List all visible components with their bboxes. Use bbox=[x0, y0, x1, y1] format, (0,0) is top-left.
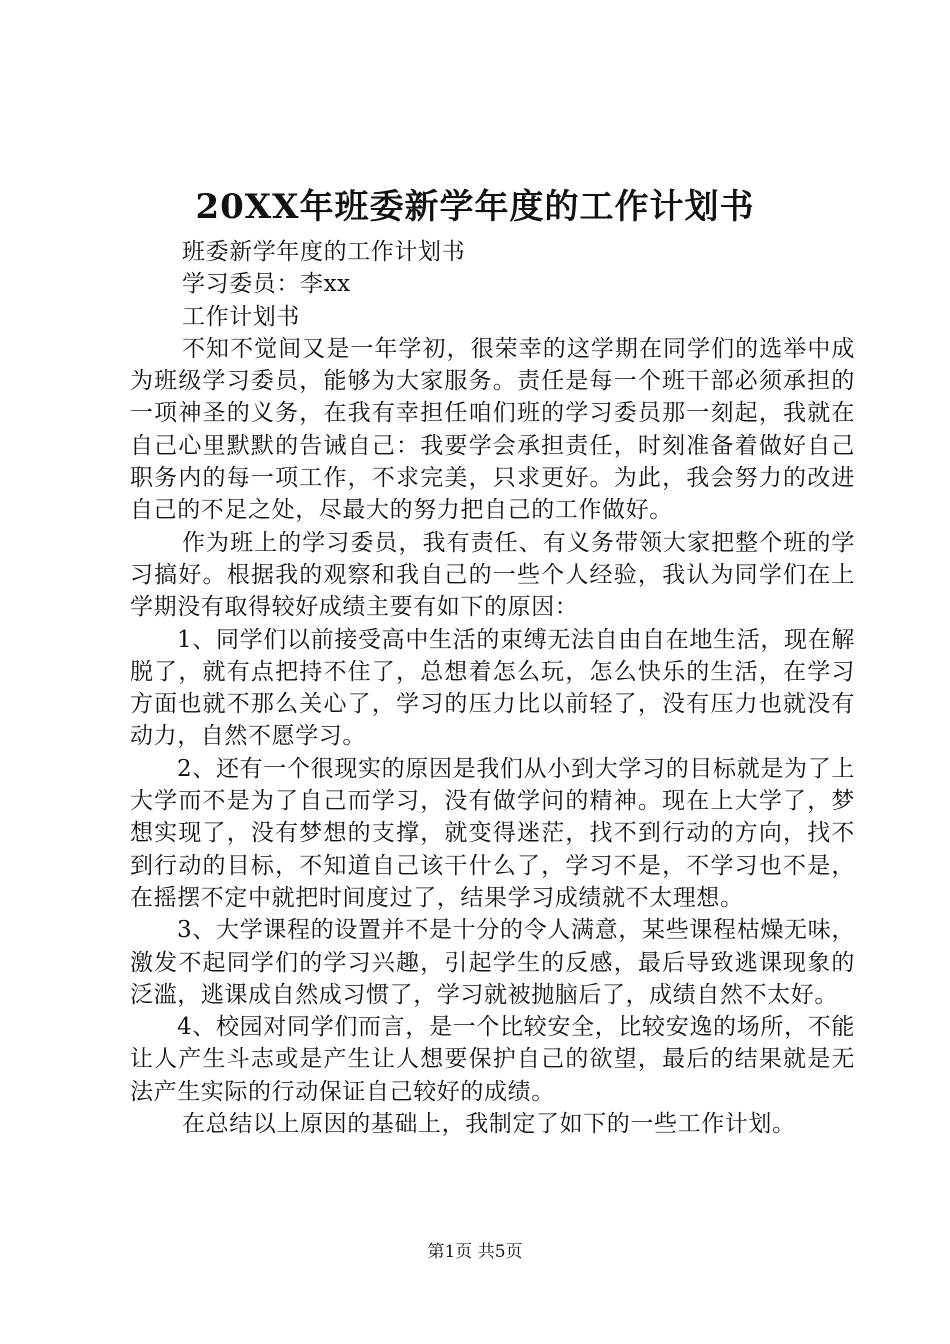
paragraph-reason-4: 4、校园对同学们而言，是一个比较安全，比较安逸的场所，不能让人产生斗志或是产生让人想要保护自己的欲望，最后的结果就是无法产生实际的行动保证自己较好的成绩。 bbox=[130, 1014, 855, 1105]
page-footer: 第1页 共5页 bbox=[427, 1242, 523, 1262]
paragraph-reason-1: 1、同学们以前接受高中生活的束缚无法自由自在地生活，现在解脱了，就有点把持不住了，总想着怎么玩，怎么快乐的生活，在学习方面也就不那么关心了，学习的压力比以前轻了，没有压力也就没有动力，自然不愿学习。 bbox=[130, 626, 855, 750]
paragraph-reason-3: 3、大学课程的设置并不是十分的令人满意，某些课程枯燥无味，激发不起同学们的学习兴趣，引起学生的反感，最后导致逃课现象的泛滥，逃课成自然成习惯了，学习就被抛脑后了，成绩自然不太好。 bbox=[130, 917, 855, 1008]
subtitle-line: 班委新学年度的工作计划书 bbox=[182, 239, 466, 265]
author-line: 学习委员：李xx bbox=[182, 271, 351, 298]
paragraph-intro: 不知不觉间又是一年学初，很荣幸的这学期在同学们的选举中成为班级学习委员，能够为大家服务。责任是每一个班干部必须承担的一项神圣的义务，在我有幸担任咱们班的学习委员那一刻起，我就在自己心里默默的告诫自己：我要学会承担责任，时刻准备着做好自己职务内的每一项工作，不求完美，只求更好。为此，我会努力的改进自己的不足之处，尽最大的努力把自己的工作做好。 bbox=[130, 335, 855, 524]
document-body bbox=[130, 236, 855, 1140]
paragraph-reason-2: 2、还有一个很现实的原因是我们从小到大学习的目标就是为了上大学而不是为了自己而学习，没有做学问的精神。现在上大学了，梦想实现了，没有梦想的支撑，就变得迷茫，找不到行动的方向，找不到行动的目标，不知道自己该干什么了，学习不是，不学习也不是，在摇摆不定中就把时间度过了，结果学习成绩就不太理想。 bbox=[130, 755, 855, 911]
section-heading: 工作计划书 bbox=[182, 303, 300, 330]
paragraph-conclusion: 在总结以上原因的基础上，我制定了如下的一些工作计划。 bbox=[182, 1111, 796, 1138]
document-title: 20XX年班委新学年度的工作计划书 bbox=[195, 187, 755, 227]
paragraph-responsibility: 作为班上的学习委员，我有责任、有义务带领大家把整个班的学习搞好。根据我的观察和我自己的一些个人经验，我认为同学们在上学期没有取得较好成绩主要有如下的原因： bbox=[130, 529, 855, 621]
